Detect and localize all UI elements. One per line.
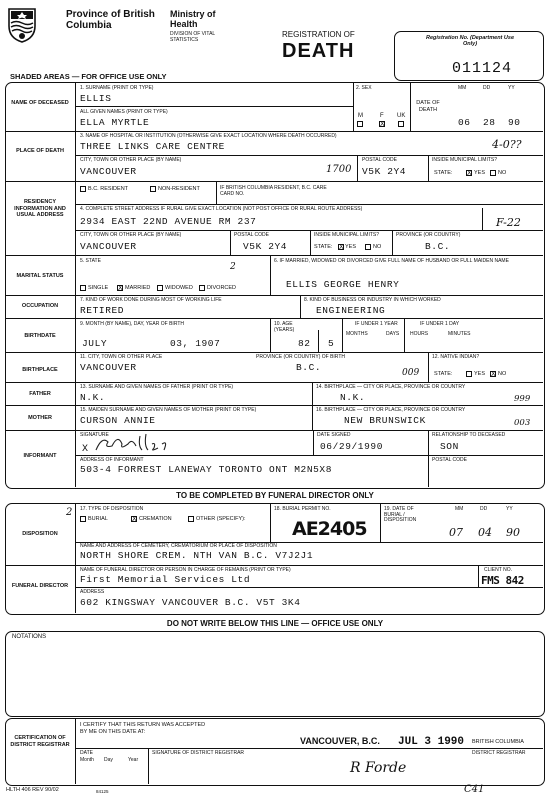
date-signed-label: DATE SIGNED [317,432,351,438]
notations-label: NOTATIONS [12,634,47,640]
divorced-checkbox[interactable] [199,285,205,291]
birth-day-year: 03, 1907 [170,338,221,349]
client-number: FMS 842 [481,574,524,587]
industry-value: ENGINEERING [316,305,386,316]
ministry-name: Ministry of Health [170,9,216,29]
mother-code: 003 [514,418,531,428]
relationship-label: RELATIONSHIP TO DECEASED [432,432,506,438]
marital-code: 2 [230,262,236,272]
sex-checkbox-m[interactable] [357,121,363,127]
sex-label: 2. SEX [356,85,372,91]
form-title: DEATH [282,40,355,62]
disp-yy-label: YY [506,506,513,512]
informant-address: 503-4 FORREST LANEWAY TORONTO ONT M2N5X8 [80,464,333,475]
res-municipal-no-checkbox[interactable] [365,244,371,250]
birthplace-city-label: 11. CITY, TOWN OR OTHER PLACE [80,354,163,360]
disposition-type-label: 17. TYPE OF DISPOSITION [80,506,144,512]
disposition-date-label: 19. DATE OF BURIAL / DISPOSITION [384,506,417,523]
single-checkbox[interactable] [80,285,86,291]
months-label: MONTHS [346,331,368,337]
date-of-death-label: DATE OF DEATH [416,100,440,113]
death-municipal-label: INSIDE MUNICIPAL LIMITS? [432,157,498,163]
funeral-director-name: First Memorial Services Ltd [80,574,251,585]
res-municipal-no: NO [373,244,382,250]
given-names-label: ALL GIVEN NAMES (PRINT OR TYPE) [80,109,168,115]
birth-month: JULY [82,338,108,349]
section-place-of-death: PLACE OF DEATH [16,148,64,154]
given-names-value: ELLA MYRTLE [80,117,150,128]
funeral-address-label: ADDRESS [80,589,105,595]
address-value: 2934 EAST 22ND AVENUE RM 237 [80,216,257,227]
section-informant: INFORMANT [23,453,57,459]
informant-signature [92,432,202,454]
sex-checkbox-f[interactable]: X [380,121,385,128]
father-name-label: 13. SURNAME AND GIVEN NAMES OF FATHER (PRINT OR TYPE) [80,384,234,390]
native-no: NO [498,371,507,377]
other-checkbox[interactable] [188,516,194,522]
res-postal-label: POSTAL CODE [234,232,270,238]
hospital-note: 4-0?? [492,138,522,151]
birthdate-label: 9. MONTH (BY NAME), DAY, YEAR OF BIRTH [80,321,185,327]
dod-mm: 06 [458,117,471,128]
registration-number: 011124 [452,60,513,77]
form-title-small: REGISTRATION OF [282,30,355,39]
section-funeral-director: FUNERAL DIRECTOR [11,583,69,589]
sex-option-m: M [358,113,363,119]
hospital-label: 3. NAME OF HOSPITAL OR INSTITUTION (OTHERWISE GIVE EXACT LOCATION WHERE DEATH OCCURRED) [80,133,337,139]
section-marital-status: MARITAL STATUS [16,273,64,279]
bc-resident-checkbox[interactable] [80,186,86,192]
under-1-year-label: IF UNDER 1 YEAR [355,321,398,327]
care-card-label: IF BRITISH COLUMBIA RESIDENT, B.C. CARE CARD NO. [220,185,327,197]
bc-crest-logo [6,6,38,44]
death-city-code: 1700 [326,164,352,175]
office-use-header: DO NOT WRITE BELOW THIS LINE — OFFICE USE ONLY [166,619,384,628]
burial-permit-label: 18. BURIAL PERMIT NO. [274,506,331,512]
res-province-label: PROVINCE (OR COUNTRY) [396,232,461,238]
birthplace-province: B.C. [296,362,322,373]
section-name-of-deceased: NAME OF DECEASED [11,100,69,106]
death-municipal-yes-checkbox[interactable]: X [467,170,472,177]
informant-postal-label: POSTAL CODE [432,457,468,463]
work-label: 7. KIND OF WORK DONE DURING MOST OF WORKING LIFE [80,297,222,303]
certification-place: VANCOUVER, B.C. [300,736,380,746]
hospital-value: THREE LINKS CARE CENTRE [80,141,225,152]
client-number-label: CLIENT NO. [484,567,512,573]
cremation-checkbox[interactable]: X [132,516,137,523]
district-registrar-title: DISTRICT REGISTRAR [472,750,526,756]
disposition-mark-number: 2 [66,507,73,518]
res-city-value: VANCOUVER [80,241,137,252]
dod-yy-label: YY [508,85,515,91]
option-other: OTHER (SPECIFY): [196,516,246,522]
disposition-yy: 90 [506,526,520,539]
birthplace-province-label: PROVINCE (OR COUNTRY) OF BIRTH [256,354,345,360]
dod-mm-label: MM [458,85,467,91]
address-note: F-22 [496,216,521,229]
section-residency: RESIDENCY INFORMATION AND USUAL ADDRESS [14,199,66,218]
registration-number-label: Registration No. (Department Use Only) [425,35,514,47]
res-municipal-yes-checkbox[interactable]: X [339,244,344,251]
death-city-label: CITY, TOWN OR OTHER PLACE (BY NAME) [80,157,182,163]
mother-bp-label: 16. BIRTHPLACE — CITY OR PLACE, PROVINCE OR COUNTRY [316,407,466,413]
section-mother: MOTHER [28,415,52,421]
death-municipal-yes: YES [474,170,486,176]
sex-checkbox-uk[interactable] [398,121,404,127]
signature-x: X [82,444,89,455]
cemetery-value: NORTH SHORE CREM. NTH VAN B.C. V7J2J1 [80,550,314,561]
native-state-label: STATE: [434,371,453,377]
informant-address-label: ADDRESS OF INFORMANT [80,457,144,463]
option-divorced: DIVORCED [207,285,237,291]
option-single: SINGLE [88,285,109,291]
registrar-signature: R Forde [350,760,407,776]
married-checkbox[interactable]: X [118,285,123,292]
certification-province: BRITISH COLUMBIA [472,739,524,745]
funeral-director-label: NAME OF FUNERAL DIRECTOR OR PERSON IN CHARGE OF REMAINS (PRINT OR TYPE) [80,567,291,573]
under-1-day-label: IF UNDER 1 DAY [420,321,460,327]
relationship: SON [440,441,459,452]
native-no-checkbox[interactable]: X [491,371,496,378]
month-label: Month [80,757,94,763]
res-postal-value: V5K 2Y4 [243,241,288,252]
year-label: Year [128,757,139,763]
mother-bp: NEW BRUNSWICK [344,415,426,426]
age-label: 10. AGE (YEARS) [274,321,295,333]
father-code: 999 [514,394,531,404]
disposition-mm: 07 [449,526,463,539]
disposition-dd: 04 [478,526,492,539]
dod-dd-label: DD [483,85,491,91]
marital-state-label: 5. STATE [80,258,101,264]
non-resident-label: NON-RESIDENT [158,186,200,192]
widowed-checkbox[interactable] [157,285,163,291]
minutes-label: MINUTES [448,331,471,337]
birthplace-code: 009 [402,368,420,378]
dod-yy: 90 [508,117,521,128]
burial-permit: AE2405 [292,518,367,540]
section-birthdate: BIRTHDATE [24,333,56,339]
section-disposition: DISPOSITION [22,531,58,537]
option-married: MARRIED [125,285,151,291]
registrar-signature-label: SIGNATURE OF DISTRICT REGISTRAR [152,750,245,756]
surname-value: ELLIS [80,93,112,104]
surname-label: 1. SURNAME (PRINT OR TYPE) [80,85,154,91]
res-municipal-label: INSIDE MUNICIPAL LIMITS? [314,232,380,238]
native-yes-checkbox[interactable] [466,371,472,377]
notations-box [5,631,545,717]
address-label: 4. COMPLETE STREET ADDRESS IF RURAL GIVE EXACT LOCATION (NOT POST OFFICE OR RURAL ROUTE ADDRESS) [80,206,363,212]
section-occupation: OCCUPATION [21,303,59,309]
father-bp-label: 14. BIRTHPLACE — CITY OR PLACE, PROVINCE OR COUNTRY [316,384,466,390]
funeral-address: 602 KINGSWAY VANCOUVER B.C. V5T 3K4 [80,597,301,608]
certify-text: I CERTIFY THAT THIS RETURN WAS ACCEPTED BY ME ON THIS DATE AT: [80,722,206,735]
burial-checkbox[interactable] [80,516,86,522]
res-city-label: CITY, TOWN OR OTHER PLACE (BY NAME) [80,232,182,238]
disp-mm-label: MM [455,506,464,512]
non-resident-checkbox[interactable] [150,186,156,192]
spouse-value: ELLIS GEORGE HENRY [286,279,400,290]
death-city-value: VANCOUVER [80,166,137,177]
option-widowed: WIDOWED [165,285,193,291]
father-name: N.K. [80,392,106,403]
death-state-label: STATE: [434,170,453,176]
shaded-areas-note: SHADED AREAS — FOR OFFICE USE ONLY [10,72,167,81]
age-code: 5 [328,338,335,349]
day-label: Day [104,757,113,763]
bc-resident-label: B.C. RESIDENT [88,186,129,192]
section-father: FATHER [29,391,51,397]
age-value: 82 [298,338,311,349]
option-burial: BURIAL [88,516,108,522]
sex-option-f: F [380,113,384,119]
spouse-label: 6. IF MARRIED, WIDOWED OR DIVORCED GIVE FULL NAME OF HUSBAND OR FULL MAIDEN NAME [274,258,509,264]
death-postal-value: V5K 2Y4 [362,166,407,177]
sex-option-uk: UK [397,113,406,119]
certification-stamp-date: JUL 3 1990 [398,736,465,748]
page-note: C41 [464,784,485,795]
father-bp: N.K. [340,392,366,403]
cemetery-label: NAME AND ADDRESS OF CEMETERY, CREMATORIUM OR PLACE OF DISPOSITION [80,543,277,549]
res-municipal-yes: YES [345,244,357,250]
funeral-section-header: TO BE COMPLETED BY FUNERAL DIRECTOR ONLY [176,491,374,500]
section-certification: CERTIFICATION OF DISTRICT REGISTRAR [10,735,70,748]
date-label: DATE [80,750,93,756]
dod-dd: 28 [483,117,496,128]
industry-label: 8. KIND OF BUSINESS OR INDUSTRY IN WHICH WORKED [304,297,441,303]
disp-dd-label: DD [480,506,488,512]
res-province-value: B.C. [425,241,451,252]
death-postal-label: POSTAL CODE [362,157,398,163]
native-indian-label: 12. NATIVE INDIAN? [432,354,480,360]
hours-label: HOURS [410,331,429,337]
signature-label: SIGNATURE [80,432,109,438]
section-birthplace: BIRTHPLACE [22,367,58,373]
mother-name-label: 15. MAIDEN SURNAME AND GIVEN NAMES OF MOTHER (PRINT OR TYPE) [80,407,257,413]
native-yes: YES [474,371,486,377]
work-value: RETIRED [80,305,125,316]
form-number: HLTH 406 REV 90/02 [6,787,59,793]
footer-small-code: 84125 [96,789,109,794]
birthplace-city: VANCOUVER [80,362,137,373]
option-cremation: CREMATION [139,516,172,522]
death-municipal-no: NO [498,170,507,176]
death-municipal-no-checkbox[interactable] [490,170,496,176]
division-name: DIVISION OF VITAL STATISTICS [170,31,216,43]
days-label: DAYS [386,331,400,337]
res-state-label: STATE: [314,244,333,250]
date-signed: 06/29/1990 [320,441,384,452]
province-name: Province of British Columbia [66,9,155,31]
mother-name: CURSON ANNIE [80,415,156,426]
